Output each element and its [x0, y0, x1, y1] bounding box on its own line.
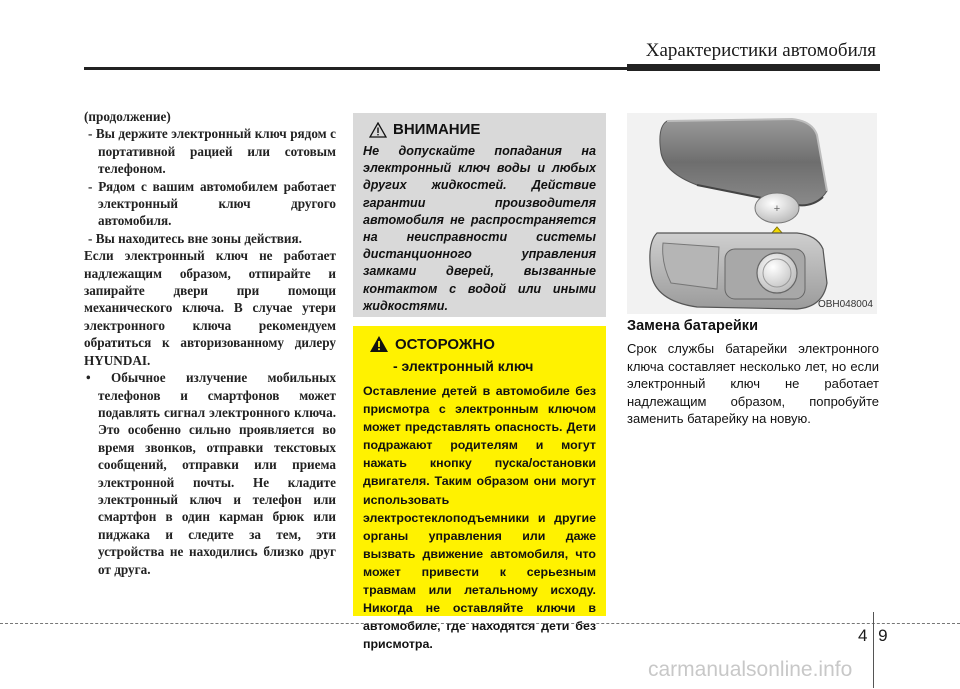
battery-section — [627, 318, 879, 428]
warning-title: ВНИМАНИЕ — [393, 121, 481, 138]
battery-heading: Замена батарейки — [627, 318, 758, 334]
battery-text: Срок службы батарейки электронного ключа составляет несколько лет, но если электронный ключ не работает надлежащим образом, попробуйте заменить батарейку на новую. — [627, 341, 879, 426]
battery-replacement-figure — [627, 113, 877, 314]
list-item: - Вы держите электронный ключ рядом с портативной рацией или сотовым телефоном. — [88, 126, 336, 177]
warning-triangle-icon — [369, 122, 387, 138]
footer-rule — [0, 623, 960, 624]
smart-key-illustration — [627, 113, 877, 314]
caution-triangle-icon — [369, 335, 389, 353]
caution-subtitle: - электронный ключ — [393, 358, 534, 374]
header-rule-accent — [627, 64, 880, 71]
caution-box — [353, 326, 606, 652]
body-paragraph: Если электронный ключ не работает надлежащим образом, отпирайте и запирайте двери при помощи механического ключа. В случае утери электронного ключа рекомендуем обратиться к авторизованному дилеру HYUNDAI. — [84, 248, 336, 368]
section-title: Характеристики автомобиля — [645, 40, 876, 61]
svg-text:+: + — [773, 203, 781, 215]
page-number: 4 9 — [858, 626, 891, 645]
caution-text: Оставление детей в автомобиле без присмотра с электронным ключом может представлять опасность. Дети подражают родителям и могут нажать кнопку пуска/остановки двигателя. Таким образом они могут использовать электростеклоподъемники и другие органы управления или даже вызвать движение автомобиля, что может привести к серьезным травмам или летальному исходу. Никогда не оставляйте ключи в автомобиле, где находятся дети без присмотра. — [363, 384, 596, 652]
list-item: - Рядом с вашим автомобилем работает электронный ключ другого автомобиля. — [88, 178, 336, 229]
left-column — [84, 108, 336, 578]
bullet-paragraph: • Обычное излучение мобильных телефонов и смартфонов может подавлять сигнал электронного ключа. Это особенно сильно проявляется во время звонков, отправки текстовых сообщений, отправки или приема электронной почты. Не кладите электронный ключ и телефон или смартфон в один карман брюк или пиджака и следите за тем, эти устройства не находились близко друг от друга. — [86, 370, 336, 577]
watermark: carmanualsonline.info — [648, 658, 853, 681]
footer-divider — [873, 612, 874, 688]
caution-title: ОСТОРОЖНО — [395, 335, 495, 353]
continued-label: (продолжение) — [84, 109, 171, 124]
warning-box — [353, 113, 606, 317]
list-item: - Вы находитесь вне зоны действия. — [88, 230, 302, 246]
warning-text: Не допускайте попадания на электронный ключ воды и любых других жидкостей. Действие гарантии производителя автомобиля не распространяется на неисправности системы дистанционного управления замками дверей, вызванные контактом с водой или иными жидкостями. — [363, 144, 596, 313]
figure-code: OBH048004 — [817, 299, 873, 310]
